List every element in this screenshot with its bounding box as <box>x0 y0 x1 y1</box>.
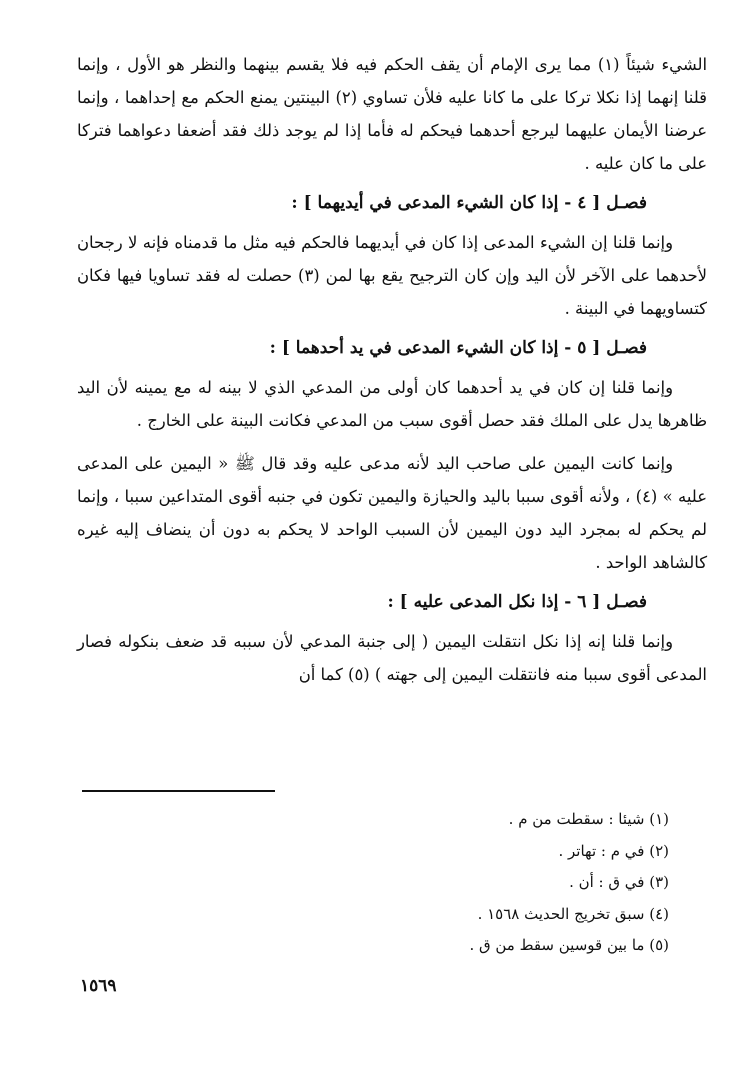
section-heading-5: فصـل [ ٥ - إذا كان الشيء المدعى في يد أحدهما ] : <box>269 338 647 358</box>
footnote-4: (٤) سبق تخريج الحديث ١٥٦٨ . <box>477 904 669 923</box>
paragraph-4: وإنما كانت اليمين على صاحب اليد لأنه مدعى عليه وقد قال ﷺ « اليمين على المدعى عليه » (٤) ، ولأنه أقوى سببا باليد والحيازة واليمين تكون في جنبه أقوى المتداعين سببا ، وإنما لم يحكم له بمجرد اليد دون اليمين لأن السبب الواحد لا يحكم به دون أن ينضاف إليه غيره كالشاهد الواحد . <box>77 454 707 572</box>
paragraph-5: وإنما قلنا إنه إذا نكل انتقلت اليمين ( إلى جنبة المدعي لأن سببه قد ضعف بنكوله فصار المدعى أقوى سببا منه فانتقلت اليمين إلى جهته ) (٥) كما أن <box>77 632 707 684</box>
page-number: ١٥٦٩ <box>80 976 117 996</box>
paragraph-3: وإنما قلنا إن كان في يد أحدهما كان أولى من المدعي الذي لا بينه له مع يمينه لأن اليد ظاهرها يدل على الملك فقد حصل أقوى سبب من المدعي فكانت البينة على الخارج . <box>77 378 707 430</box>
main-text <box>77 48 707 691</box>
section-heading-4: فصـل [ ٤ - إذا كان الشيء المدعى في أيديهما ] : <box>291 193 647 213</box>
footnotes <box>269 804 669 962</box>
paragraph-1: الشيء شيئاً (١) مما يرى الإمام أن يقف الحكم فيه فلا يقسم بينهما والنظر هو الأول ، وإنما قلنا إنهما إذا نكلا تركا على ما كانا عليه فلأن تساوي (٢) البينتين يمنع الحكم مع إحداهما ، وإنما عرضنا الأيمان عليهما ليرجع أحدهما فيحكم له فأما إذا لم يوجد ذلك فقد أضعفا دعواهما فتركا على ما كان عليه . <box>77 55 708 173</box>
section-heading-6: فصـل [ ٦ - إذا نكل المدعى عليه ] : <box>387 592 647 612</box>
footnote-3: (٣) في ق : أن . <box>569 873 669 891</box>
footnote-2: (٢) في م : تهاتر . <box>558 841 669 860</box>
footnote-5: (٥) ما بين قوسين سقط من ق . <box>469 936 669 954</box>
paragraph-2: وإنما قلنا إن الشيء المدعى إذا كان في أيديهما فالحكم فيه مثل ما قدمناه فإنه لا رجحان لأحدهما على الآخر لأن اليد وإن كان الترجيح يقع بها لمن (٣) حصلت له فقد تساويا فيها فكان كتساويهما في البينة . <box>77 233 707 318</box>
footnote-1: (١) شيئا : سقطت من م . <box>508 810 669 828</box>
footnote-divider <box>82 790 275 792</box>
